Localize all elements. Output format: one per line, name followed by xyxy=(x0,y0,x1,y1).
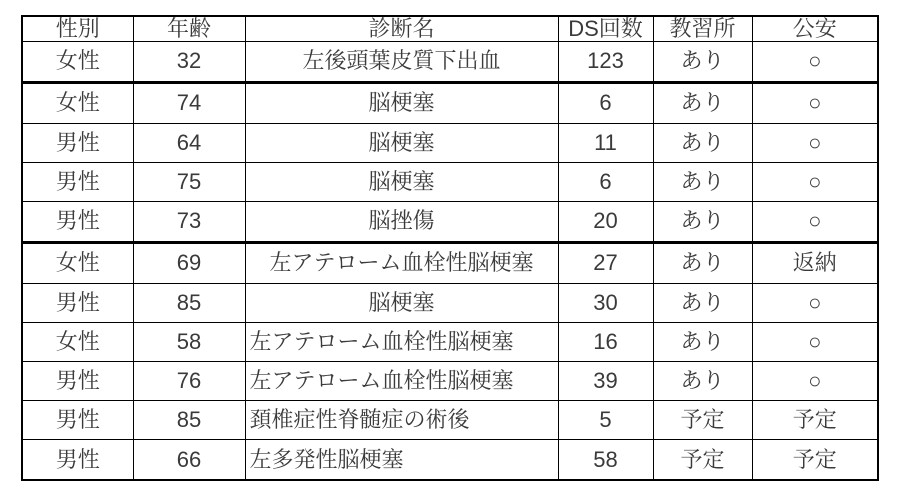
cell-school: あり xyxy=(653,322,752,361)
cell-police: ○ xyxy=(752,322,878,361)
cell-ds_count: 30 xyxy=(558,283,653,322)
patients-table xyxy=(21,15,879,481)
cell-ds_count: 11 xyxy=(558,123,653,162)
cell-police: ○ xyxy=(752,202,878,243)
cell-diagnosis: 脳挫傷 xyxy=(245,202,558,243)
cell-police: 返納 xyxy=(752,242,878,283)
cell-ds_count: 5 xyxy=(558,401,653,440)
table-row xyxy=(22,322,878,361)
cell-age: 58 xyxy=(133,322,245,361)
column-header-diagnosis: 診断名 xyxy=(245,16,558,42)
header-row xyxy=(22,16,878,42)
cell-ds_count: 6 xyxy=(558,162,653,201)
cell-school: あり xyxy=(653,162,752,201)
cell-age: 69 xyxy=(133,242,245,283)
cell-gender: 女性 xyxy=(22,82,133,123)
table-row xyxy=(22,440,878,480)
cell-gender: 男性 xyxy=(22,362,133,401)
cell-gender: 女性 xyxy=(22,242,133,283)
cell-age: 73 xyxy=(133,202,245,243)
cell-ds_count: 6 xyxy=(558,82,653,123)
cell-gender: 男性 xyxy=(22,401,133,440)
cell-gender: 男性 xyxy=(22,162,133,201)
table-row xyxy=(22,401,878,440)
cell-age: 64 xyxy=(133,123,245,162)
cell-diagnosis: 左多発性脳梗塞 xyxy=(245,440,558,480)
cell-police: ○ xyxy=(752,123,878,162)
cell-police: ○ xyxy=(752,82,878,123)
cell-ds_count: 39 xyxy=(558,362,653,401)
cell-gender: 男性 xyxy=(22,123,133,162)
cell-diagnosis: 左アテローム血栓性脳梗塞 xyxy=(245,362,558,401)
cell-gender: 男性 xyxy=(22,283,133,322)
cell-diagnosis: 脳梗塞 xyxy=(245,123,558,162)
cell-school: あり xyxy=(653,123,752,162)
column-header-gender: 性別 xyxy=(22,16,133,42)
cell-age: 74 xyxy=(133,82,245,123)
cell-ds_count: 123 xyxy=(558,42,653,83)
cell-diagnosis: 左アテローム血栓性脳梗塞 xyxy=(245,242,558,283)
cell-ds_count: 27 xyxy=(558,242,653,283)
cell-diagnosis: 頚椎症性脊髄症の術後 xyxy=(245,401,558,440)
cell-school: 予定 xyxy=(653,401,752,440)
cell-age: 85 xyxy=(133,283,245,322)
cell-ds_count: 16 xyxy=(558,322,653,361)
cell-police: 予定 xyxy=(752,440,878,480)
table-row xyxy=(22,283,878,322)
cell-school: あり xyxy=(653,242,752,283)
column-header-ds_count: DS回数 xyxy=(558,16,653,42)
column-header-age: 年齢 xyxy=(133,16,245,42)
cell-police: ○ xyxy=(752,42,878,83)
cell-gender: 男性 xyxy=(22,202,133,243)
cell-age: 32 xyxy=(133,42,245,83)
cell-police: 予定 xyxy=(752,401,878,440)
table-row xyxy=(22,202,878,243)
cell-school: あり xyxy=(653,42,752,83)
cell-school: あり xyxy=(653,362,752,401)
cell-ds_count: 58 xyxy=(558,440,653,480)
column-header-police: 公安 xyxy=(752,16,878,42)
cell-age: 66 xyxy=(133,440,245,480)
cell-school: あり xyxy=(653,202,752,243)
cell-gender: 女性 xyxy=(22,322,133,361)
cell-police: ○ xyxy=(752,283,878,322)
cell-school: 予定 xyxy=(653,440,752,480)
table-row xyxy=(22,82,878,123)
table-body xyxy=(22,42,878,480)
cell-diagnosis: 左アテローム血栓性脳梗塞 xyxy=(245,322,558,361)
cell-gender: 男性 xyxy=(22,440,133,480)
column-header-school: 教習所 xyxy=(653,16,752,42)
cell-diagnosis: 脳梗塞 xyxy=(245,82,558,123)
table-row xyxy=(22,162,878,201)
table-row xyxy=(22,123,878,162)
table-row xyxy=(22,362,878,401)
cell-age: 75 xyxy=(133,162,245,201)
cell-age: 76 xyxy=(133,362,245,401)
table-row xyxy=(22,42,878,83)
table-row xyxy=(22,242,878,283)
cell-diagnosis: 脳梗塞 xyxy=(245,283,558,322)
cell-gender: 女性 xyxy=(22,42,133,83)
cell-diagnosis: 左後頭葉皮質下出血 xyxy=(245,42,558,83)
cell-ds_count: 20 xyxy=(558,202,653,243)
cell-police: ○ xyxy=(752,362,878,401)
cell-school: あり xyxy=(653,283,752,322)
cell-school: あり xyxy=(653,82,752,123)
cell-age: 85 xyxy=(133,401,245,440)
cell-diagnosis: 脳梗塞 xyxy=(245,162,558,201)
cell-police: ○ xyxy=(752,162,878,201)
